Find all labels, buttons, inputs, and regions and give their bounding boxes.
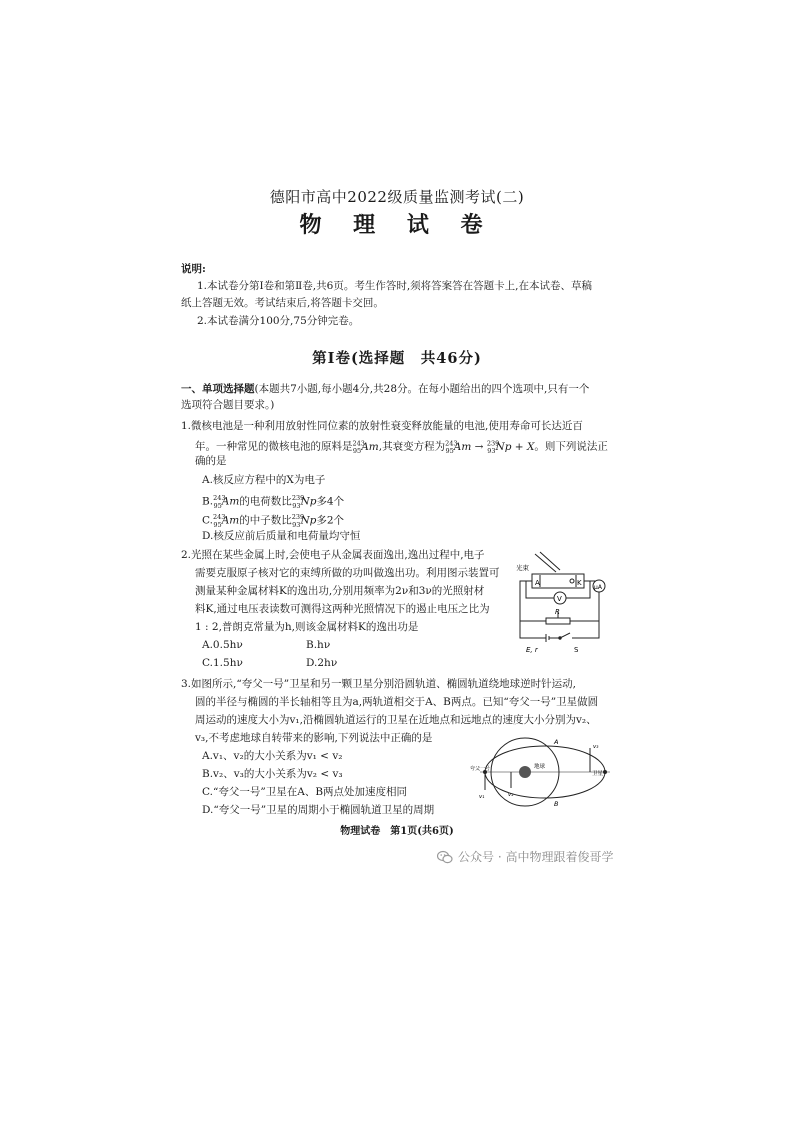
exam-title: 德阳市高中2022级质量监测考试(二) xyxy=(269,188,525,206)
rheostat-label: R xyxy=(555,608,560,616)
elliptic-satellite-icon xyxy=(603,770,607,774)
cathode-k xyxy=(570,579,574,583)
battery-label: E, r xyxy=(526,646,538,654)
q1-option-c-prefix: C. xyxy=(202,514,213,527)
q1-text-b: ,其衰变方程为 xyxy=(378,440,446,453)
q1-equation: $^{243}_{95}$Am → $^{239}_{93}$Np + X xyxy=(445,439,535,455)
q2-line-5: 1 : 2,普朗克常量为h,则该金属材料K的逸出功是 xyxy=(195,621,419,633)
v2-label: v₂ xyxy=(508,792,514,798)
q2-line-3: 测量某种金属材料K的逸出功,分别用频率为2ν和3ν的光照射材 xyxy=(195,585,485,597)
kuafu-label: 夸父一号 xyxy=(470,766,491,772)
part-label: 一、单项选择题 xyxy=(181,383,255,395)
earth-label: 地球 xyxy=(534,764,546,770)
q1-line-3: 确的是 xyxy=(195,455,227,467)
point-b-label: B xyxy=(554,800,559,808)
q3-line-4: v₃,不考虑地球自转带来的影响,下列说法中正确的是 xyxy=(195,732,433,744)
q2-option-c: C.1.5hν xyxy=(202,657,243,669)
photoelectric-circuit-diagram xyxy=(510,548,610,656)
subject-title: 物 理 试 卷 xyxy=(299,212,495,238)
q2-option-b: B.hν xyxy=(306,639,331,651)
q3-option-a: A.v₁、v₂的大小关系为v₁ < v₂ xyxy=(202,750,343,762)
q3-option-d: D.“夸父一号”卫星的周期小于椭圆轨道卫星的周期 xyxy=(202,804,435,816)
q3-line-1: 3.如图所示,“夸父一号”卫星和另一颗卫星分别沿圆轨道、椭圆轨道绕地球逆时针运动, xyxy=(181,678,576,690)
q1-option-b-end: 多4个 xyxy=(316,495,345,508)
q3-line-3: 周运动的速度大小为v₁,沿椭圆轨道运行的卫星在近地点和远地点的速度大小分别为v₂、 xyxy=(195,714,597,726)
v1-label: v₁ xyxy=(479,794,485,800)
watermark xyxy=(437,848,613,865)
earth-icon xyxy=(519,766,531,778)
notes-label: 说明: xyxy=(181,263,206,275)
q2-line-2: 需要克服原子核对它的束缚所做的功叫做逸出功。利用图示装置可 xyxy=(195,567,500,579)
q1-option-c-end: 多2个 xyxy=(316,514,345,527)
q1-line-1: 1.微核电池是一种利用放射性同位素的放射性衰变释放能量的电池,使用寿命可长达近百 xyxy=(181,420,583,432)
q1-line-2 xyxy=(195,436,608,458)
switch-label: S xyxy=(574,646,579,654)
section-title: 第Ⅰ卷(选择题 共46分) xyxy=(312,350,482,367)
watermark-text: 公众号 · 高中物理跟着俊哥学 xyxy=(458,850,614,864)
q2-line-4: 料K,通过电压表读数可测得这两种光照情况下的遏止电压之比为 xyxy=(195,603,490,615)
q3-option-b: B.v₂、v₃的大小关系为v₂ < v₃ xyxy=(202,768,343,780)
q1-option-c: C.$^{243}_{95}$Am的中子数比$^{239}_{93}$Np多2个 xyxy=(202,513,345,529)
notes-line-3: 2.本试卷满分100分,75分钟完卷。 xyxy=(197,315,360,327)
q1-option-b-mid: 的电荷数比 xyxy=(239,495,292,508)
part-heading xyxy=(181,382,589,396)
cathode-label: K xyxy=(577,579,582,587)
point-a-label: A xyxy=(554,738,559,746)
q2-line-1: 2.光照在某些金属上时,会使电子从金属表面逸出,逸出过程中,电子 xyxy=(181,549,485,561)
q1-option-b-prefix: B. xyxy=(202,495,214,508)
orbit-diagram xyxy=(470,734,620,810)
q1-text-a: 年。一种常见的微核电池的原料是 xyxy=(195,440,353,453)
wechat-icon xyxy=(437,850,453,864)
q1-option-b: B.$^{243}_{95}$Am的电荷数比$^{239}_{93}$Np多4个 xyxy=(202,494,345,510)
part-desc-2: 选项符合题目要求。) xyxy=(181,399,275,411)
satellite-label: 卫星 xyxy=(592,771,604,777)
q1-text-c: 。则下列说法正 xyxy=(534,440,608,453)
notes-line-2: 纸上答题无效。考试结束后,将答题卡交回。 xyxy=(181,297,384,309)
q3-line-2: 圆的半径与椭圆的半长轴相等且为a,两轨道相交于A、B两点。已知“夸父一号”卫星做圆 xyxy=(195,696,599,708)
q2-option-a: A.0.5hν xyxy=(202,639,243,651)
anode-label: A xyxy=(535,579,540,587)
notes-line-1: 1.本试卷分第Ⅰ卷和第Ⅱ卷,共6页。考生作答时,须将答案答在答题卡上,在本试卷、草稿 xyxy=(197,280,592,292)
v3-label: v₃ xyxy=(593,744,599,750)
q1-option-d: D.核反应前后质量和电荷量均守恒 xyxy=(202,530,361,542)
light-beam-label: 光束 xyxy=(516,564,529,572)
q1-option-a: A.核反应方程中的X为电子 xyxy=(202,474,326,486)
q1-option-c-mid: 的中子数比 xyxy=(239,514,292,527)
page-footer: 物理试卷 第1页(共6页) xyxy=(340,826,454,837)
voltmeter-label: V xyxy=(557,595,562,603)
rheostat-icon xyxy=(546,618,570,624)
q2-option-d: D.2hν xyxy=(306,657,338,669)
q3-option-c: C.“夸父一号”卫星在A、B两点处加速度相同 xyxy=(202,786,408,798)
part-desc-1: (本题共7小题,每小题4分,共28分。在每小题给出的四个选项中,只有一个 xyxy=(254,383,590,395)
ammeter-label: μA xyxy=(594,584,602,591)
q1-nuclide-am: $^{243}_{95}$Am xyxy=(352,439,379,455)
